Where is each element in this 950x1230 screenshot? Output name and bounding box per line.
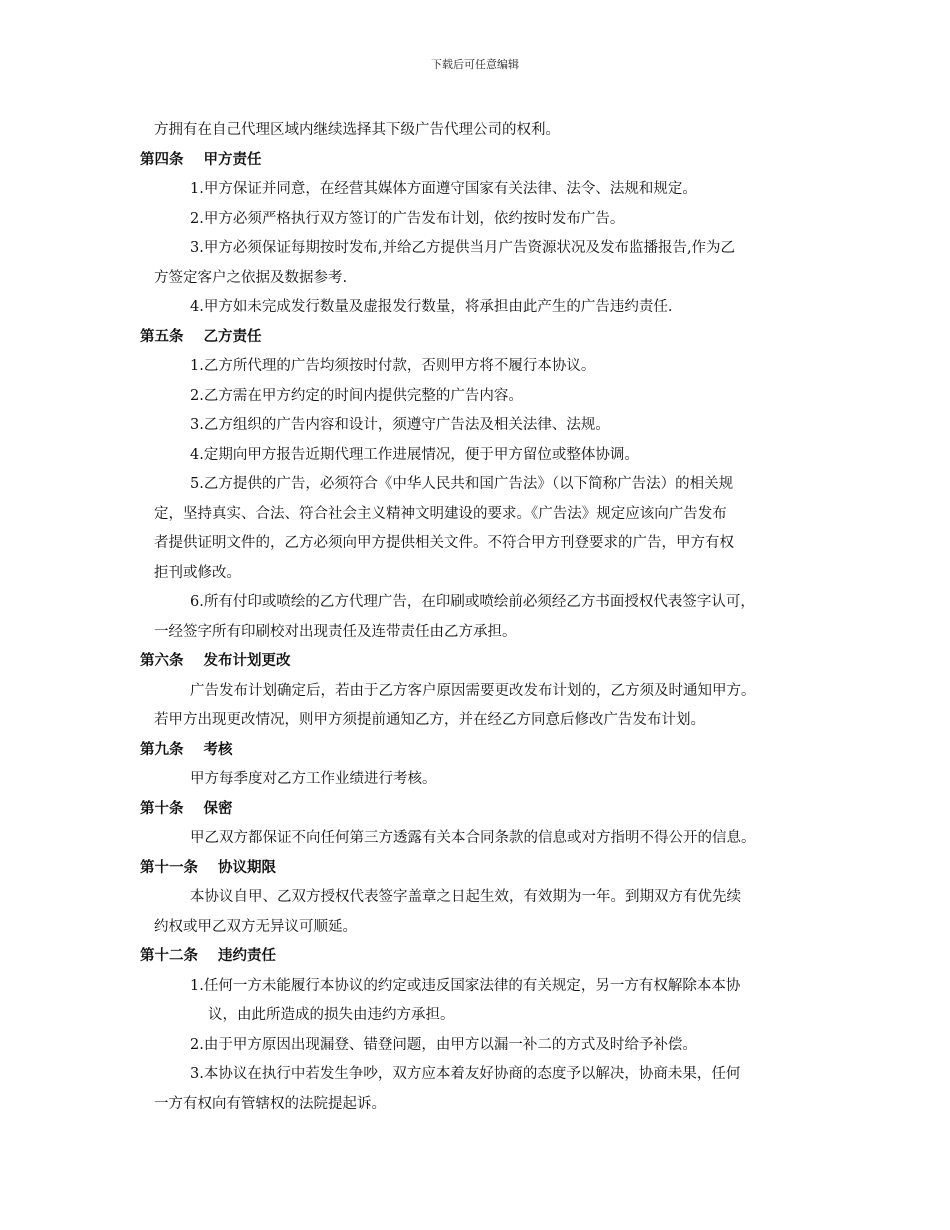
section-heading — [140, 323, 830, 353]
clause-item: 4.定期向甲方报告近期代理工作进展情况，便于甲方留位或整体协调。 — [190, 446, 639, 463]
section-number: 第九条 — [140, 741, 184, 758]
clause-item: 6.所有付印或喷绘的乙方代理广告，在印刷或喷绘前必须经乙方书面授权代表签字认可， — [190, 594, 755, 610]
clause-item-continued: 一经签字所有印刷校对出现责任及连带责任由乙方承担。 — [154, 623, 517, 640]
paragraph-line: 方拥有在自己代理区域内继续选择其下级广告代理公司的权利。 — [154, 122, 560, 138]
section-heading — [140, 942, 830, 972]
clause-item-continued: 者提供证明文件的，乙方必须向甲方提供相关文件。不符合甲方刊登要求的广告，甲方有权 — [154, 535, 734, 551]
clause-item: 2.乙方需在甲方约定的时间内提供完整的广告内容。 — [190, 387, 523, 404]
section-number: 第十一条 — [140, 859, 198, 876]
section-heading — [140, 647, 830, 677]
page-header: 下载后可任意编辑 — [431, 58, 519, 71]
clause-item-continued: 拒刊或修改。 — [154, 564, 241, 581]
section-title: 乙方责任 — [203, 328, 262, 345]
section-title: 甲方责任 — [203, 151, 262, 168]
section-number: 第十条 — [140, 800, 184, 817]
clause-item-continued: 一方有权向有管辖权的法院提起诉。 — [154, 1095, 386, 1112]
paragraph-line: 若甲方出现更改情况，则甲方须提前通知乙方，并在经乙方同意后修改广告发布计划。 — [154, 712, 705, 728]
clause-item: 3.乙方组织的广告内容和设计，须遵守广告法及相关法律、法规。 — [190, 417, 610, 433]
paragraph-line: 广告发布计划确定后，若由于乙方客户原因需要更改发布计划的，乙方须及时通知甲方。 — [190, 682, 756, 699]
clause-item: 1.乙方所代理的广告均须按时付款，否则甲方将不履行本协议。 — [190, 358, 596, 374]
section-heading — [140, 146, 830, 176]
section-title: 协议期限 — [218, 859, 276, 876]
section-heading — [140, 854, 830, 884]
section-title: 违约责任 — [218, 948, 276, 964]
section-number: 第十二条 — [140, 948, 198, 964]
clause-item: 5.乙方提供的广告，必须符合《中华人民共和国广告法》（以下简称广告法）的相关规 — [190, 476, 734, 492]
paragraph-line: 甲方每季度对乙方工作业绩进行考核。 — [190, 771, 437, 787]
document-body — [140, 116, 830, 1119]
section-number: 第五条 — [140, 328, 184, 345]
section-heading — [140, 736, 830, 766]
clause-item-continued: 定，坚持真实、合法、符合社会主义精神文明建设的要求。《广告法》规定应该向广告发布 — [154, 505, 727, 522]
clause-item-continued: 方签定客户之依据及数据参考. — [154, 269, 348, 286]
section-title: 考核 — [203, 741, 233, 758]
clause-item: 1.任何一方未能履行本协议的约定或违反国家法律的有关规定，另一方有权解除本本协 — [190, 977, 741, 994]
paragraph-line: 本协议自甲、乙双方授权代表签字盖章之日起生效，有效期为一年。到期双方有优先续 — [190, 889, 741, 905]
clause-item: 1.甲方保证并同意，在经营其媒体方面遵守国家有关法律、法令、法规和规定。 — [190, 181, 697, 197]
section-title: 保密 — [203, 800, 233, 817]
clause-item-continued: 议，由此所造成的损失由违约方承担。 — [208, 1007, 455, 1023]
section-heading — [140, 795, 830, 825]
section-title: 发布计划更改 — [203, 653, 291, 669]
section-number: 第六条 — [140, 653, 184, 669]
clause-item: 4.甲方如未完成发行数量及虚报发行数量，将承担由此产生的广告违约责任. — [190, 299, 673, 315]
clause-item: 3.本协议在执行中若发生争吵，双方应本着友好协商的态度予以解决，协商未果，任何 — [190, 1066, 741, 1082]
clause-item: 2.甲方必须严格执行双方签订的广告发布计划，依约按时发布广告。 — [190, 210, 625, 227]
paragraph-line: 甲乙双方都保证不向任何第三方透露有关本合同条款的信息或对方指明不得公开的信息。 — [190, 830, 756, 846]
section-number: 第四条 — [140, 151, 184, 168]
clause-item: 3.甲方必须保证每期按时发布,并给乙方提供当月广告资源状况及发布监播报告,作为乙 — [190, 240, 736, 256]
clause-item: 2.由于甲方原因出现漏登、错登问题，由甲方以漏一补二的方式及时给予补偿。 — [190, 1036, 697, 1053]
paragraph-line: 约权或甲乙双方无异议可顺延。 — [154, 918, 357, 935]
